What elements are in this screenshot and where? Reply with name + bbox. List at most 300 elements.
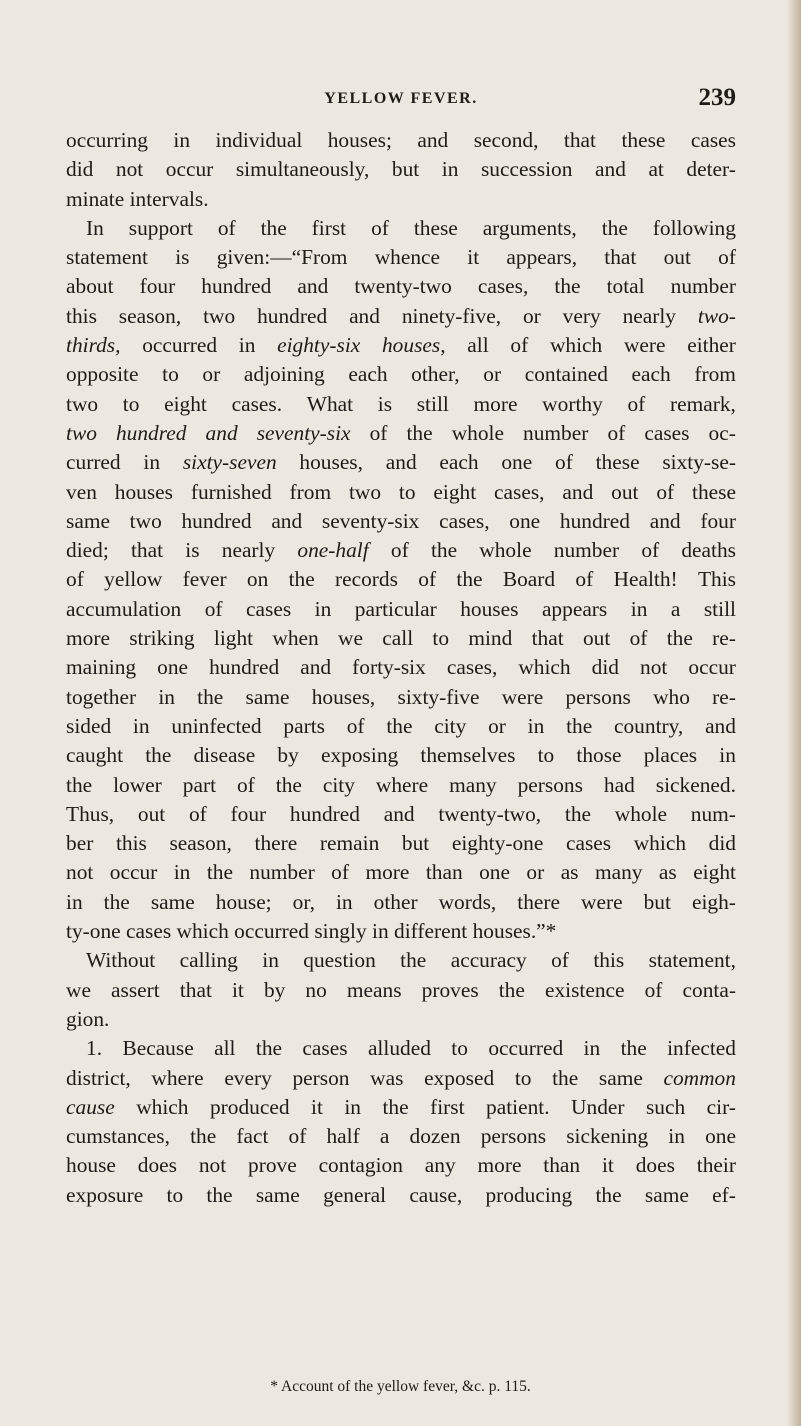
word: uninfected — [171, 713, 262, 738]
word: does — [635, 1153, 675, 1178]
word: Thus, — [66, 801, 115, 826]
word: Without — [86, 948, 156, 973]
word: forty-six — [352, 655, 426, 680]
word: whole — [479, 538, 532, 563]
word: of — [418, 567, 437, 592]
word: out — [663, 245, 691, 270]
word: two- — [697, 303, 736, 328]
text-line — [66, 976, 736, 1005]
word: number — [553, 538, 620, 563]
text-line — [66, 858, 736, 887]
page-edge — [787, 0, 801, 1426]
word: thirds, — [66, 333, 121, 358]
word: nearly — [221, 538, 276, 563]
word: occur — [165, 157, 214, 182]
word: which — [549, 333, 603, 358]
word: or — [522, 303, 541, 328]
word: is — [185, 538, 200, 563]
word: accuracy — [450, 948, 527, 973]
word: same — [150, 889, 195, 914]
word: or, — [292, 889, 315, 914]
word: it — [467, 245, 480, 270]
word: about — [66, 274, 114, 299]
text-line — [66, 653, 736, 682]
word: persons — [565, 684, 631, 709]
word: whole — [451, 420, 504, 445]
text-line — [66, 126, 736, 155]
word: is — [377, 391, 393, 416]
word: appears, — [506, 245, 578, 270]
word: hundred — [559, 508, 630, 533]
word: lower — [113, 772, 162, 797]
text-line — [66, 331, 736, 360]
text-line — [66, 272, 736, 301]
word: cause, — [409, 1182, 463, 1207]
word: season, — [118, 303, 182, 328]
word: two — [203, 303, 236, 328]
word: more — [66, 626, 110, 651]
word: hundred — [289, 801, 360, 826]
word: opposite — [66, 362, 139, 387]
word: the — [206, 860, 233, 885]
word: yellow — [104, 567, 163, 592]
word: same — [598, 1065, 643, 1090]
text-line — [66, 448, 736, 477]
word: cause — [66, 1094, 115, 1119]
word: these — [692, 479, 736, 504]
word: number — [249, 860, 315, 885]
word: of — [204, 596, 223, 621]
word: and — [383, 801, 415, 826]
word: out — [611, 479, 639, 504]
word: What — [306, 391, 354, 416]
word: which — [518, 655, 571, 680]
word: four — [230, 801, 267, 826]
word: had — [603, 772, 635, 797]
word: individual — [215, 128, 303, 152]
text-line — [66, 507, 736, 536]
word: from — [289, 479, 332, 504]
word: this — [66, 303, 97, 328]
word: in — [719, 743, 736, 768]
word: ven — [66, 479, 97, 504]
word: and — [649, 508, 681, 533]
word: question — [303, 948, 376, 973]
word: cases. — [231, 391, 283, 416]
text-line — [66, 155, 736, 184]
word: producing — [485, 1182, 573, 1207]
word: all — [214, 1036, 236, 1061]
word: sickening — [566, 1124, 649, 1149]
word: eighty-one — [451, 831, 544, 856]
word: all — [467, 333, 489, 358]
word: parts — [283, 713, 325, 738]
word: part — [182, 772, 217, 797]
word: nearly — [622, 303, 677, 328]
word: of — [510, 333, 529, 358]
word: worthy — [542, 391, 603, 416]
word: the — [406, 420, 433, 445]
word: of — [555, 450, 573, 475]
word: oc- — [708, 420, 736, 445]
word: different — [394, 919, 468, 944]
word: sixty-five — [397, 684, 480, 709]
word: number — [670, 274, 736, 299]
word: four — [139, 274, 176, 299]
word: it — [601, 1153, 614, 1178]
word: alluded — [367, 1036, 431, 1061]
word: disease — [193, 743, 256, 768]
word: particular — [354, 596, 437, 621]
word: which — [176, 919, 229, 944]
word: and — [297, 274, 329, 299]
word: in — [668, 1124, 685, 1149]
word: four — [700, 508, 736, 533]
word: total — [606, 274, 645, 299]
word: cases — [126, 919, 172, 944]
text-line — [66, 1093, 736, 1122]
text-line — [66, 946, 736, 975]
word: re- — [712, 626, 736, 651]
word: general — [323, 1182, 387, 1207]
word: adjoining — [243, 362, 325, 387]
word: re- — [712, 684, 736, 709]
word: the — [382, 1094, 409, 1119]
word: two — [129, 508, 162, 533]
word: the — [601, 215, 628, 240]
word: houses.”* — [472, 919, 557, 944]
word: houses, — [311, 684, 376, 709]
word: cases, — [439, 508, 490, 533]
word: other, — [411, 362, 460, 387]
word: maining — [66, 655, 137, 680]
word: cases, — [477, 274, 529, 299]
word: not — [640, 655, 668, 680]
word: houses, — [299, 450, 363, 475]
word: gion. — [66, 1006, 110, 1031]
text-line — [66, 888, 736, 917]
word: hundred — [201, 274, 272, 299]
word: or — [202, 362, 221, 387]
word: in — [630, 596, 648, 621]
word: of — [644, 977, 663, 1002]
body-text — [66, 126, 736, 1210]
word: twenty-two, — [438, 801, 542, 826]
word: these — [621, 128, 666, 152]
word: minate — [66, 186, 125, 211]
word: houses; — [327, 128, 392, 152]
word: occur — [109, 860, 158, 885]
word: but — [391, 157, 420, 182]
word: eight — [693, 860, 736, 885]
word: died; — [66, 538, 109, 563]
text-line — [66, 419, 736, 448]
text-line — [66, 243, 736, 272]
word: which — [136, 1094, 189, 1119]
word: seventy-six — [256, 420, 351, 445]
word: and — [349, 303, 380, 328]
word: that — [531, 626, 564, 651]
word: and — [300, 655, 332, 680]
word: house; — [215, 889, 272, 914]
word: same — [66, 508, 110, 533]
word: themselves — [420, 743, 516, 768]
word: eight — [433, 479, 477, 504]
word: of — [331, 860, 349, 885]
word: to — [166, 1182, 184, 1207]
word: we — [338, 626, 363, 651]
word: cases — [644, 420, 690, 445]
word: that — [179, 977, 212, 1002]
word: eighty-six — [277, 333, 361, 358]
word: that — [130, 538, 164, 563]
word: first — [430, 1094, 465, 1119]
word: seventy-six — [321, 508, 420, 533]
word: caught — [66, 743, 124, 768]
footnote: * Account of the yellow fever, &c. p. 115. — [270, 1378, 531, 1395]
word: the — [288, 567, 315, 592]
word: cases — [690, 128, 736, 152]
text-line — [66, 302, 736, 331]
word: and — [595, 157, 626, 182]
word: following — [652, 215, 736, 240]
word: in — [583, 1036, 601, 1061]
word: occurred — [234, 919, 309, 944]
word: any — [424, 1153, 456, 1178]
text-line — [66, 1034, 736, 1063]
word: same — [245, 684, 290, 709]
word: the — [260, 215, 287, 240]
word: persons — [517, 772, 583, 797]
word: the — [206, 1182, 233, 1207]
word: which — [633, 831, 687, 856]
word: this — [593, 948, 625, 973]
word: of — [575, 567, 594, 592]
text-line — [66, 712, 736, 741]
word: 1. — [86, 1036, 103, 1061]
word: either — [687, 333, 736, 358]
word: occurred — [488, 1036, 564, 1061]
word: a — [670, 596, 681, 621]
text-line — [66, 1151, 736, 1180]
word: in — [66, 889, 83, 914]
word: fever — [182, 567, 227, 592]
word: first — [311, 215, 347, 240]
word: calling — [179, 948, 238, 973]
word: words, — [438, 889, 497, 914]
text-line — [66, 1122, 736, 1151]
word: were — [623, 333, 666, 358]
word: to — [537, 743, 555, 768]
word: two — [348, 479, 382, 504]
word: whole — [614, 801, 668, 826]
word: same — [644, 1182, 689, 1207]
word: the — [552, 1065, 579, 1090]
word: and — [271, 508, 303, 533]
word: to — [122, 391, 140, 416]
text-line — [66, 683, 736, 712]
word: call — [382, 626, 414, 651]
word: hundred — [209, 655, 280, 680]
text-line — [66, 1181, 736, 1210]
word: infected — [667, 1036, 736, 1061]
word: those — [576, 743, 622, 768]
word: or — [488, 713, 506, 738]
word: deter- — [686, 157, 736, 182]
word: of — [188, 801, 207, 826]
text-line — [66, 565, 736, 594]
word: season, — [169, 831, 232, 856]
word: and — [385, 450, 417, 475]
word: proves — [421, 977, 479, 1002]
word: and — [705, 713, 736, 738]
word: it — [311, 1094, 323, 1119]
word: every — [224, 1065, 272, 1090]
word: striking — [129, 626, 195, 651]
word: whence — [374, 245, 441, 270]
word: number — [523, 420, 589, 445]
word: of — [371, 215, 389, 240]
word: the — [145, 743, 172, 768]
word: patient. — [486, 1094, 550, 1119]
running-head: YELLOW FEVER. — [324, 90, 478, 107]
text-line — [66, 360, 736, 389]
word: were — [581, 889, 623, 914]
word: their — [696, 1153, 736, 1178]
text-line — [66, 1064, 736, 1093]
word: at — [648, 157, 664, 182]
word: to — [514, 1065, 532, 1090]
word: city — [434, 713, 467, 738]
word: prove — [248, 1153, 297, 1178]
word: contagion — [318, 1153, 403, 1178]
word: not — [66, 860, 94, 885]
word: to — [162, 362, 179, 387]
word: ber — [66, 831, 94, 856]
word: places — [643, 743, 698, 768]
word: appears — [541, 596, 608, 621]
word: from — [694, 362, 736, 387]
word: and — [562, 479, 594, 504]
word: did — [708, 831, 736, 856]
word: cases — [302, 1036, 348, 1061]
word: did — [66, 157, 94, 182]
word: these — [595, 450, 640, 475]
word: more — [477, 1153, 522, 1178]
word: the — [190, 1124, 217, 1149]
word: num- — [690, 801, 736, 826]
word: second, — [473, 128, 539, 152]
text-line — [66, 624, 736, 653]
word: the — [566, 713, 593, 738]
word: each — [348, 362, 388, 387]
word: together — [66, 684, 137, 709]
word: sixty-seven — [182, 450, 277, 475]
word: sixty-se- — [662, 450, 736, 475]
word: out — [137, 801, 166, 826]
word: that — [604, 245, 637, 270]
word: in — [173, 860, 191, 885]
word: in — [143, 450, 161, 475]
word: ty-one — [66, 919, 121, 944]
word: Board — [502, 567, 556, 592]
text-line — [66, 595, 736, 624]
word: singly — [314, 919, 367, 944]
word: where — [375, 772, 429, 797]
text-line — [66, 741, 736, 770]
word: exposure — [66, 1182, 144, 1207]
word: to — [398, 479, 416, 504]
word: two — [66, 391, 99, 416]
page-header — [66, 84, 736, 114]
word: cases — [565, 831, 612, 856]
word: assert — [111, 977, 160, 1002]
word: of — [66, 567, 84, 592]
word: one — [479, 860, 510, 885]
word: cumstances, — [66, 1124, 170, 1149]
word: of — [607, 420, 626, 445]
text-line — [66, 214, 736, 243]
word: light — [213, 626, 254, 651]
word: fact — [236, 1124, 269, 1149]
word: and — [205, 420, 238, 445]
word: half — [326, 1124, 360, 1149]
word: and — [417, 128, 449, 152]
text-line — [66, 185, 736, 214]
word: house — [66, 1153, 116, 1178]
word: still — [416, 391, 449, 416]
word: the — [564, 801, 592, 826]
word: given:—“From — [216, 245, 348, 270]
text-line — [66, 800, 736, 829]
word: the — [275, 772, 302, 797]
word: statement — [66, 245, 148, 270]
word: conta- — [682, 977, 736, 1002]
text-line — [66, 478, 736, 507]
word: city — [322, 772, 355, 797]
word: of — [217, 215, 236, 240]
word: in — [314, 596, 332, 621]
word: houses, — [381, 333, 446, 358]
word: these — [413, 215, 458, 240]
word: this — [115, 831, 147, 856]
text-line — [66, 390, 736, 419]
word: same — [255, 1182, 300, 1207]
word: the — [430, 538, 458, 563]
word: not — [198, 1153, 227, 1178]
word: the — [666, 626, 693, 651]
word: mind — [468, 626, 513, 651]
word: in — [335, 889, 353, 914]
word: cases — [246, 596, 292, 621]
word: means — [346, 977, 402, 1002]
word: occurring — [66, 128, 148, 152]
word: that — [563, 128, 596, 152]
word: Because — [122, 1036, 194, 1061]
word: the — [620, 1036, 647, 1061]
word: common — [663, 1065, 736, 1090]
word: produced — [209, 1094, 290, 1119]
word: sickened. — [655, 772, 736, 797]
word: the — [400, 948, 427, 973]
word: accumulation — [66, 596, 182, 621]
word: statement, — [648, 948, 736, 973]
word: did — [591, 655, 619, 680]
word: the — [255, 1036, 283, 1061]
word: hundred — [257, 303, 328, 328]
word: in — [173, 128, 191, 152]
word: ninety-five, — [401, 303, 502, 328]
